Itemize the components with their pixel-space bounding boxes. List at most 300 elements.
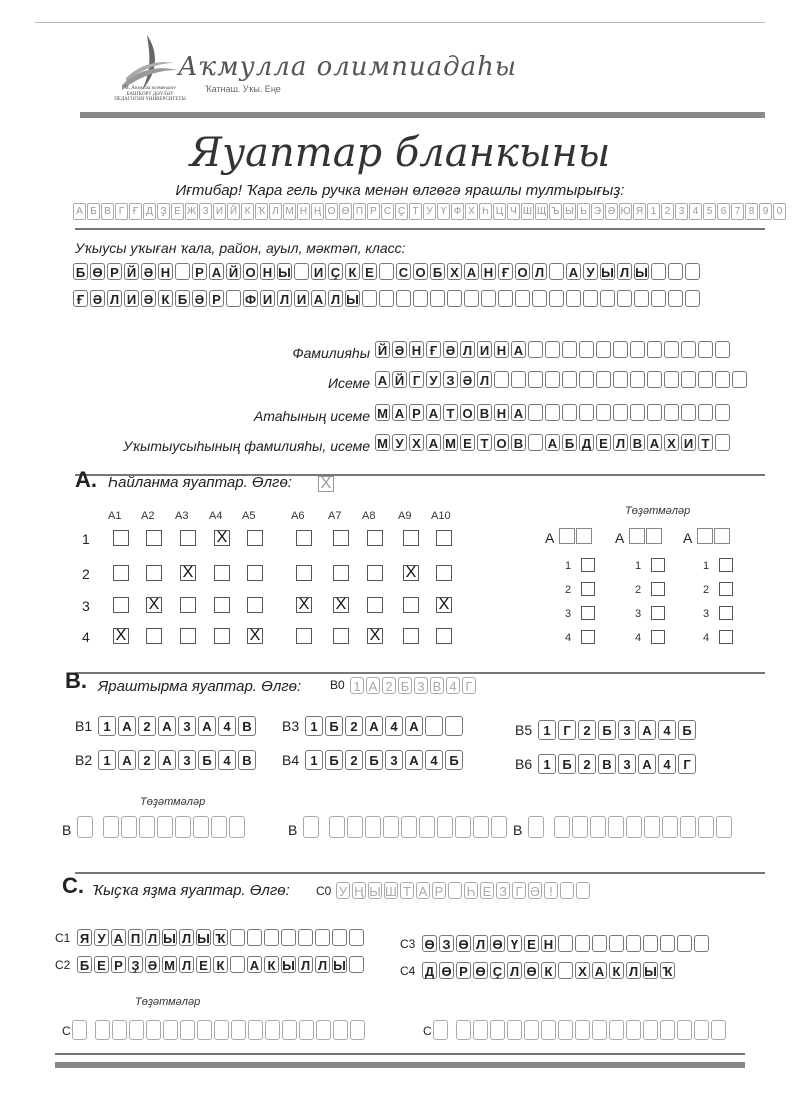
correction-cell[interactable] bbox=[716, 816, 732, 838]
letter-cell[interactable] bbox=[600, 290, 615, 307]
letter-cell[interactable]: Р bbox=[209, 290, 224, 307]
letter-cell[interactable]: В bbox=[238, 750, 256, 770]
correction-cell[interactable] bbox=[473, 816, 489, 838]
correction-cell[interactable] bbox=[333, 1020, 348, 1040]
letter-cell[interactable]: А bbox=[638, 754, 656, 774]
letter-cell[interactable] bbox=[528, 371, 543, 388]
correction-cell[interactable] bbox=[590, 816, 606, 838]
letter-cell[interactable]: Б bbox=[445, 750, 463, 770]
letter-cell[interactable]: Й bbox=[375, 341, 390, 358]
correction-cell[interactable] bbox=[646, 528, 662, 544]
correction-cell[interactable] bbox=[694, 1020, 709, 1040]
correction-cell[interactable] bbox=[572, 816, 588, 838]
letter-cell[interactable] bbox=[332, 929, 347, 946]
letter-cell[interactable]: Х bbox=[409, 434, 424, 451]
letter-cell[interactable] bbox=[549, 263, 564, 280]
b-correction-row[interactable] bbox=[303, 816, 509, 838]
letter-cell[interactable] bbox=[528, 434, 543, 451]
letter-cell[interactable]: Р bbox=[111, 956, 126, 973]
letter-cell[interactable] bbox=[617, 290, 632, 307]
correction-cell[interactable] bbox=[175, 816, 191, 838]
letter-cell[interactable]: Ө bbox=[456, 935, 471, 952]
letter-cell[interactable] bbox=[349, 929, 364, 946]
letter-cell[interactable]: 2 bbox=[578, 754, 596, 774]
correction-cell[interactable] bbox=[72, 1020, 87, 1040]
letter-cell[interactable]: Ө bbox=[490, 935, 505, 952]
letter-cell[interactable] bbox=[430, 290, 445, 307]
letter-cell[interactable]: Й bbox=[124, 263, 139, 280]
letter-cell[interactable]: К bbox=[345, 263, 360, 280]
letter-cell[interactable]: 2 bbox=[578, 720, 596, 740]
letter-cell[interactable] bbox=[545, 341, 560, 358]
letter-cell[interactable]: 2 bbox=[138, 750, 156, 770]
school-line-2[interactable] bbox=[73, 290, 702, 307]
correction-checkbox[interactable] bbox=[719, 558, 733, 572]
correction-cell[interactable] bbox=[711, 1020, 726, 1040]
letter-cell[interactable]: Р bbox=[107, 263, 122, 280]
letter-cell[interactable]: А bbox=[592, 962, 607, 979]
letter-cell[interactable]: Л bbox=[107, 290, 122, 307]
letter-cell[interactable]: Ә bbox=[145, 956, 160, 973]
correction-cell[interactable] bbox=[455, 816, 471, 838]
letter-cell[interactable]: Г bbox=[558, 720, 576, 740]
letter-cell[interactable]: М bbox=[443, 434, 458, 451]
correction-cell[interactable] bbox=[660, 1020, 675, 1040]
letter-cell[interactable]: Й bbox=[392, 371, 407, 388]
letter-cell[interactable]: Л bbox=[179, 929, 194, 946]
letter-cell[interactable] bbox=[630, 371, 645, 388]
letter-cell[interactable]: И bbox=[124, 290, 139, 307]
correction-cell[interactable] bbox=[626, 816, 642, 838]
correction-cell[interactable] bbox=[698, 816, 714, 838]
surname-field[interactable] bbox=[375, 341, 732, 358]
answer-checkbox[interactable]: X bbox=[247, 628, 263, 644]
letter-cell[interactable]: Б bbox=[198, 750, 216, 770]
correction-checkbox[interactable] bbox=[581, 558, 595, 572]
correction-cell[interactable] bbox=[163, 1020, 178, 1040]
correction-cell[interactable] bbox=[265, 1020, 280, 1040]
letter-cell[interactable]: Ф bbox=[244, 292, 257, 307]
letter-cell[interactable] bbox=[528, 404, 543, 421]
letter-cell[interactable]: Д bbox=[422, 962, 437, 979]
school-line-1[interactable] bbox=[73, 263, 702, 280]
letter-cell[interactable]: Х bbox=[447, 263, 462, 280]
b-item-row[interactable] bbox=[98, 716, 258, 736]
answer-checkbox[interactable] bbox=[180, 530, 196, 546]
letter-cell[interactable] bbox=[515, 290, 530, 307]
letter-cell[interactable]: Л bbox=[477, 371, 492, 388]
correction-cell[interactable] bbox=[609, 1020, 624, 1040]
answer-checkbox[interactable] bbox=[146, 530, 162, 546]
letter-cell[interactable] bbox=[664, 341, 679, 358]
c-item-row[interactable] bbox=[77, 929, 366, 946]
correction-cell[interactable] bbox=[507, 1020, 522, 1040]
letter-cell[interactable]: Т bbox=[443, 404, 458, 421]
correction-checkbox[interactable] bbox=[719, 582, 733, 596]
letter-cell[interactable]: Б bbox=[73, 263, 88, 280]
answer-checkbox[interactable] bbox=[436, 565, 452, 581]
letter-cell[interactable]: Ы bbox=[635, 265, 648, 280]
answer-checkbox[interactable]: X bbox=[403, 565, 419, 581]
letter-cell[interactable]: Е bbox=[94, 956, 109, 973]
answer-checkbox[interactable] bbox=[296, 628, 312, 644]
letter-cell[interactable]: М bbox=[375, 404, 390, 421]
letter-cell[interactable] bbox=[715, 341, 730, 358]
correction-cell[interactable] bbox=[559, 528, 575, 544]
letter-cell[interactable]: Ә bbox=[443, 341, 458, 358]
letter-cell[interactable]: А bbox=[638, 720, 656, 740]
letter-cell[interactable]: Т bbox=[477, 434, 492, 451]
letter-cell[interactable]: Ө bbox=[524, 962, 539, 979]
letter-cell[interactable]: Я bbox=[77, 929, 92, 946]
answer-checkbox[interactable] bbox=[113, 530, 129, 546]
answer-checkbox[interactable]: X bbox=[333, 597, 349, 613]
letter-cell[interactable] bbox=[498, 290, 513, 307]
letter-cell[interactable]: Ө bbox=[90, 263, 105, 280]
letter-cell[interactable] bbox=[315, 929, 330, 946]
correction-checkbox[interactable] bbox=[651, 606, 665, 620]
letter-cell[interactable]: Г bbox=[409, 371, 424, 388]
letter-cell[interactable]: А bbox=[311, 290, 326, 307]
letter-cell[interactable]: Ғ bbox=[73, 290, 88, 307]
correction-cell[interactable] bbox=[303, 816, 319, 838]
letter-cell[interactable]: Н bbox=[494, 404, 509, 421]
letter-cell[interactable] bbox=[558, 935, 573, 952]
letter-cell[interactable] bbox=[226, 290, 241, 307]
letter-cell[interactable]: Ә bbox=[90, 290, 105, 307]
letter-cell[interactable]: Н bbox=[541, 935, 556, 952]
letter-cell[interactable] bbox=[596, 341, 611, 358]
letter-cell[interactable] bbox=[694, 935, 709, 952]
letter-cell[interactable]: А bbox=[118, 716, 136, 736]
correction-checkbox[interactable] bbox=[581, 582, 595, 596]
letter-cell[interactable] bbox=[698, 371, 713, 388]
letter-cell[interactable]: Б bbox=[325, 750, 343, 770]
letter-cell[interactable]: Ә bbox=[141, 263, 156, 280]
correction-cell[interactable] bbox=[299, 1020, 314, 1040]
letter-cell[interactable]: Н bbox=[409, 341, 424, 358]
letter-cell[interactable] bbox=[613, 404, 628, 421]
letter-cell[interactable]: А bbox=[365, 716, 383, 736]
letter-cell[interactable] bbox=[494, 371, 509, 388]
letter-cell[interactable] bbox=[698, 404, 713, 421]
correction-cell[interactable] bbox=[77, 816, 93, 838]
letter-cell[interactable]: О bbox=[243, 263, 258, 280]
letter-cell[interactable] bbox=[596, 371, 611, 388]
letter-cell[interactable]: Ы bbox=[282, 958, 295, 973]
letter-cell[interactable]: Ү bbox=[507, 935, 522, 952]
letter-cell[interactable]: К bbox=[158, 290, 173, 307]
correction-cell[interactable] bbox=[383, 816, 399, 838]
answer-checkbox[interactable] bbox=[296, 530, 312, 546]
letter-cell[interactable]: А bbox=[392, 404, 407, 421]
letter-cell[interactable]: О bbox=[413, 263, 428, 280]
letter-cell[interactable]: А bbox=[209, 263, 224, 280]
letter-cell[interactable] bbox=[445, 716, 463, 736]
correction-cell[interactable] bbox=[229, 816, 245, 838]
letter-cell[interactable]: Р bbox=[456, 962, 471, 979]
answer-checkbox[interactable] bbox=[367, 597, 383, 613]
correction-cell[interactable] bbox=[401, 816, 417, 838]
correction-cell[interactable] bbox=[677, 1020, 692, 1040]
correction-cell[interactable] bbox=[231, 1020, 246, 1040]
letter-cell[interactable] bbox=[545, 404, 560, 421]
answer-checkbox[interactable] bbox=[403, 597, 419, 613]
correction-cell[interactable] bbox=[554, 816, 570, 838]
letter-cell[interactable] bbox=[447, 290, 462, 307]
letter-cell[interactable]: Л bbox=[507, 962, 522, 979]
letter-cell[interactable] bbox=[634, 290, 649, 307]
b-item-row[interactable] bbox=[305, 750, 465, 770]
letter-cell[interactable]: А bbox=[647, 434, 662, 451]
correction-cell[interactable] bbox=[139, 816, 155, 838]
letter-cell[interactable]: Ҡ bbox=[660, 962, 675, 979]
letter-cell[interactable]: Ҫ bbox=[490, 962, 505, 979]
b-item-row[interactable] bbox=[538, 720, 698, 740]
letter-cell[interactable]: 1 bbox=[98, 750, 116, 770]
correction-cell[interactable] bbox=[490, 1020, 505, 1040]
correction-cell[interactable] bbox=[103, 816, 119, 838]
letter-cell[interactable] bbox=[732, 371, 747, 388]
letter-cell[interactable]: А bbox=[247, 956, 262, 973]
letter-cell[interactable]: Ы bbox=[163, 931, 176, 946]
b-item-row[interactable] bbox=[98, 750, 258, 770]
letter-cell[interactable]: Н bbox=[260, 263, 275, 280]
letter-cell[interactable]: З bbox=[439, 935, 454, 952]
letter-cell[interactable]: Ҙ bbox=[128, 956, 143, 973]
letter-cell[interactable]: Ә bbox=[192, 290, 207, 307]
b-item-row[interactable] bbox=[305, 716, 465, 736]
letter-cell[interactable] bbox=[681, 371, 696, 388]
letter-cell[interactable] bbox=[230, 929, 245, 946]
letter-cell[interactable] bbox=[532, 290, 547, 307]
letter-cell[interactable]: 4 bbox=[218, 750, 236, 770]
correction-cell[interactable] bbox=[157, 816, 173, 838]
c-item-row[interactable] bbox=[422, 962, 677, 979]
answer-checkbox[interactable] bbox=[403, 530, 419, 546]
letter-cell[interactable] bbox=[681, 341, 696, 358]
correction-cell[interactable] bbox=[528, 816, 544, 838]
answer-checkbox[interactable] bbox=[146, 565, 162, 581]
letter-cell[interactable]: Л bbox=[473, 935, 488, 952]
letter-cell[interactable]: Ә bbox=[392, 341, 407, 358]
letter-cell[interactable]: Е bbox=[596, 434, 611, 451]
letter-cell[interactable]: Б bbox=[77, 956, 92, 973]
letter-cell[interactable]: Л bbox=[298, 956, 313, 973]
correction-cell[interactable] bbox=[575, 1020, 590, 1040]
letter-cell[interactable] bbox=[609, 935, 624, 952]
letter-cell[interactable]: Р bbox=[192, 263, 207, 280]
letter-cell[interactable] bbox=[647, 404, 662, 421]
letter-cell[interactable] bbox=[247, 929, 262, 946]
answer-checkbox[interactable] bbox=[367, 530, 383, 546]
letter-cell[interactable]: Б bbox=[562, 434, 577, 451]
letter-cell[interactable]: Ы bbox=[644, 964, 657, 979]
letter-cell[interactable]: Ә bbox=[141, 290, 156, 307]
answer-checkbox[interactable] bbox=[180, 628, 196, 644]
patronymic-field[interactable] bbox=[375, 404, 732, 421]
letter-cell[interactable]: Н bbox=[481, 263, 496, 280]
letter-cell[interactable]: Ы bbox=[278, 265, 291, 280]
letter-cell[interactable]: И bbox=[311, 263, 326, 280]
letter-cell[interactable]: 3 bbox=[618, 720, 636, 740]
letter-cell[interactable]: А bbox=[158, 716, 176, 736]
letter-cell[interactable] bbox=[562, 371, 577, 388]
correction-cell[interactable] bbox=[524, 1020, 539, 1040]
letter-cell[interactable] bbox=[647, 371, 662, 388]
letter-cell[interactable]: 1 bbox=[538, 720, 556, 740]
letter-cell[interactable]: Ғ bbox=[426, 341, 441, 358]
letter-cell[interactable]: Н bbox=[158, 263, 173, 280]
letter-cell[interactable] bbox=[651, 290, 666, 307]
letter-cell[interactable]: Ө bbox=[422, 935, 437, 952]
letter-cell[interactable]: С bbox=[396, 263, 411, 280]
letter-cell[interactable] bbox=[298, 929, 313, 946]
letter-cell[interactable] bbox=[379, 263, 394, 280]
letter-cell[interactable]: Ы bbox=[601, 265, 614, 280]
letter-cell[interactable] bbox=[651, 263, 666, 280]
name-field[interactable] bbox=[375, 371, 749, 388]
letter-cell[interactable] bbox=[698, 341, 713, 358]
letter-cell[interactable]: У bbox=[94, 929, 109, 946]
letter-cell[interactable]: М bbox=[375, 434, 390, 451]
letter-cell[interactable]: Л bbox=[179, 956, 194, 973]
letter-cell[interactable]: Ҡ bbox=[213, 929, 228, 946]
correction-cell[interactable] bbox=[193, 816, 209, 838]
letter-cell[interactable] bbox=[715, 434, 730, 451]
letter-cell[interactable] bbox=[566, 290, 581, 307]
letter-cell[interactable]: Р bbox=[409, 404, 424, 421]
correction-cell[interactable] bbox=[197, 1020, 212, 1040]
letter-cell[interactable]: Г bbox=[678, 754, 696, 774]
letter-cell[interactable] bbox=[413, 290, 428, 307]
letter-cell[interactable]: 4 bbox=[658, 720, 676, 740]
letter-cell[interactable] bbox=[562, 404, 577, 421]
letter-cell[interactable]: Ғ bbox=[498, 263, 513, 280]
answer-checkbox[interactable]: X bbox=[214, 530, 230, 546]
letter-cell[interactable]: А bbox=[545, 434, 560, 451]
letter-cell[interactable] bbox=[660, 935, 675, 952]
letter-cell[interactable]: Й bbox=[226, 263, 241, 280]
letter-cell[interactable]: 3 bbox=[178, 716, 196, 736]
correction-cell[interactable] bbox=[491, 816, 507, 838]
letter-cell[interactable]: И bbox=[260, 290, 275, 307]
correction-cell[interactable] bbox=[473, 1020, 488, 1040]
answer-checkbox[interactable]: X bbox=[436, 597, 452, 613]
letter-cell[interactable]: А bbox=[405, 750, 423, 770]
correction-checkbox[interactable] bbox=[651, 582, 665, 596]
letter-cell[interactable]: 3 bbox=[385, 750, 403, 770]
c-correction-row[interactable] bbox=[72, 1020, 367, 1040]
correction-cell[interactable] bbox=[282, 1020, 297, 1040]
letter-cell[interactable]: З bbox=[443, 371, 458, 388]
letter-cell[interactable]: И bbox=[294, 290, 309, 307]
letter-cell[interactable]: А bbox=[111, 929, 126, 946]
answer-checkbox[interactable] bbox=[333, 628, 349, 644]
letter-cell[interactable]: А bbox=[405, 716, 423, 736]
letter-cell[interactable]: А bbox=[375, 371, 390, 388]
letter-cell[interactable] bbox=[379, 290, 394, 307]
letter-cell[interactable] bbox=[579, 341, 594, 358]
answer-checkbox[interactable]: X bbox=[146, 597, 162, 613]
letter-cell[interactable]: 4 bbox=[218, 716, 236, 736]
letter-cell[interactable] bbox=[664, 371, 679, 388]
letter-cell[interactable]: Н bbox=[494, 341, 509, 358]
correction-cell[interactable] bbox=[214, 1020, 229, 1040]
letter-cell[interactable] bbox=[528, 341, 543, 358]
letter-cell[interactable]: Е bbox=[524, 935, 539, 952]
correction-cell[interactable] bbox=[365, 816, 381, 838]
letter-cell[interactable] bbox=[592, 935, 607, 952]
letter-cell[interactable]: Х bbox=[664, 434, 679, 451]
b-correction-row[interactable] bbox=[528, 816, 734, 838]
letter-cell[interactable]: Е bbox=[196, 956, 211, 973]
letter-cell[interactable]: Л bbox=[315, 956, 330, 973]
letter-cell[interactable]: Ы bbox=[333, 958, 346, 973]
letter-cell[interactable]: Е bbox=[460, 434, 475, 451]
letter-cell[interactable]: 3 bbox=[178, 750, 196, 770]
letter-cell[interactable]: В bbox=[511, 434, 526, 451]
letter-cell[interactable]: Л bbox=[145, 929, 160, 946]
letter-cell[interactable] bbox=[396, 290, 411, 307]
letter-cell[interactable]: Л bbox=[328, 290, 343, 307]
answer-checkbox[interactable] bbox=[403, 628, 419, 644]
answer-checkbox[interactable] bbox=[247, 565, 263, 581]
correction-cell[interactable] bbox=[419, 816, 435, 838]
letter-cell[interactable] bbox=[549, 290, 564, 307]
letter-cell[interactable]: Л bbox=[617, 263, 632, 280]
letter-cell[interactable]: Ы bbox=[197, 931, 210, 946]
correction-cell[interactable] bbox=[146, 1020, 161, 1040]
letter-cell[interactable] bbox=[715, 371, 730, 388]
letter-cell[interactable]: У bbox=[426, 371, 441, 388]
letter-cell[interactable]: Б bbox=[558, 754, 576, 774]
letter-cell[interactable]: Л bbox=[613, 434, 628, 451]
letter-cell[interactable]: Б bbox=[598, 720, 616, 740]
letter-cell[interactable]: В bbox=[630, 434, 645, 451]
letter-cell[interactable]: 1 bbox=[305, 716, 323, 736]
letter-cell[interactable]: А bbox=[198, 716, 216, 736]
letter-cell[interactable] bbox=[349, 956, 364, 973]
letter-cell[interactable]: Л bbox=[626, 962, 641, 979]
letter-cell[interactable]: В bbox=[238, 716, 256, 736]
correction-checkbox[interactable] bbox=[651, 558, 665, 572]
correction-cell[interactable] bbox=[316, 1020, 331, 1040]
letter-cell[interactable]: О bbox=[494, 434, 509, 451]
letter-cell[interactable] bbox=[362, 290, 377, 307]
letter-cell[interactable] bbox=[230, 956, 245, 973]
letter-cell[interactable] bbox=[668, 290, 683, 307]
answer-checkbox[interactable] bbox=[333, 565, 349, 581]
correction-cell[interactable] bbox=[629, 528, 645, 544]
correction-cell[interactable] bbox=[180, 1020, 195, 1040]
b-correction-row[interactable] bbox=[77, 816, 247, 838]
letter-cell[interactable]: А bbox=[464, 263, 479, 280]
correction-checkbox[interactable] bbox=[719, 630, 733, 644]
letter-cell[interactable]: П bbox=[128, 929, 143, 946]
answer-checkbox[interactable] bbox=[214, 628, 230, 644]
letter-cell[interactable]: Т bbox=[698, 434, 713, 451]
answer-checkbox[interactable] bbox=[113, 565, 129, 581]
answer-checkbox[interactable] bbox=[296, 565, 312, 581]
answer-checkbox[interactable] bbox=[333, 530, 349, 546]
correction-checkbox[interactable] bbox=[581, 606, 595, 620]
letter-cell[interactable]: А bbox=[426, 404, 441, 421]
letter-cell[interactable] bbox=[643, 935, 658, 952]
correction-cell[interactable] bbox=[129, 1020, 144, 1040]
letter-cell[interactable]: А bbox=[426, 434, 441, 451]
correction-cell[interactable] bbox=[662, 816, 678, 838]
